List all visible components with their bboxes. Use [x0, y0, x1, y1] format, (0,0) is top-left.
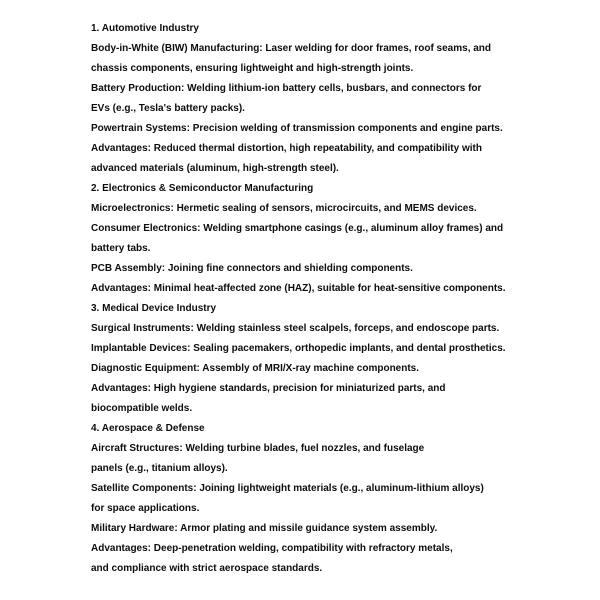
text-line: Surgical Instruments: Welding stainless steel scalpels, forceps, and endoscope parts.	[91, 323, 500, 334]
text-line: advanced materials (aluminum, high-strength steel).	[91, 163, 339, 174]
text-line: and compliance with strict aerospace standards.	[91, 563, 323, 574]
text-line: chassis components, ensuring lightweight and high-strength joints.	[91, 63, 414, 74]
text-line: for space applications.	[91, 503, 200, 514]
document-page	[91, 19, 521, 579]
text-line: panels (e.g., titanium alloys).	[91, 463, 228, 474]
text-line: Advantages: Deep-penetration welding, compatibility with refractory metals,	[91, 543, 453, 554]
text-line: Advantages: Minimal heat-affected zone (HAZ), suitable for heat-sensitive components.	[91, 283, 506, 294]
text-line: Advantages: Reduced thermal distortion, high repeatability, and compatibility with	[91, 143, 482, 154]
text-line: EVs (e.g., Tesla's battery packs).	[91, 103, 245, 114]
text-line: Consumer Electronics: Welding smartphone casings (e.g., aluminum alloy frames) and	[91, 223, 504, 234]
text-line: biocompatible welds.	[91, 403, 193, 414]
section-heading: 1. Automotive Industry	[91, 23, 199, 34]
text-line: Battery Production: Welding lithium-ion battery cells, busbars, and connectors for	[91, 83, 482, 94]
text-line: Aircraft Structures: Welding turbine blades, fuel nozzles, and fuselage	[91, 443, 425, 454]
text-line: Implantable Devices: Sealing pacemakers, orthopedic implants, and dental prosthetics.	[91, 343, 506, 354]
text-line: Diagnostic Equipment: Assembly of MRI/X-ray machine components.	[91, 363, 420, 374]
section-heading: 3. Medical Device Industry	[91, 303, 217, 314]
text-line: Microelectronics: Hermetic sealing of sensors, microcircuits, and MEMS devices.	[91, 203, 477, 214]
text-line: Advantages: High hygiene standards, precision for miniaturized parts, and	[91, 383, 446, 394]
text-line: PCB Assembly: Joining fine connectors and shielding components.	[91, 263, 413, 274]
section-heading: 4. Aerospace & Defense	[91, 423, 205, 434]
text-line: Satellite Components: Joining lightweight materials (e.g., aluminum-lithium alloys)	[91, 483, 484, 494]
section-heading: 2. Electronics & Semiconductor Manufacturing	[91, 183, 314, 194]
text-line: Powertrain Systems: Precision welding of transmission components and engine parts.	[91, 123, 503, 134]
text-line: Military Hardware: Armor plating and missile guidance system assembly.	[91, 523, 438, 534]
text-line: Body-in-White (BIW) Manufacturing: Laser welding for door frames, roof seams, and	[91, 43, 492, 54]
text-line: battery tabs.	[91, 243, 151, 254]
